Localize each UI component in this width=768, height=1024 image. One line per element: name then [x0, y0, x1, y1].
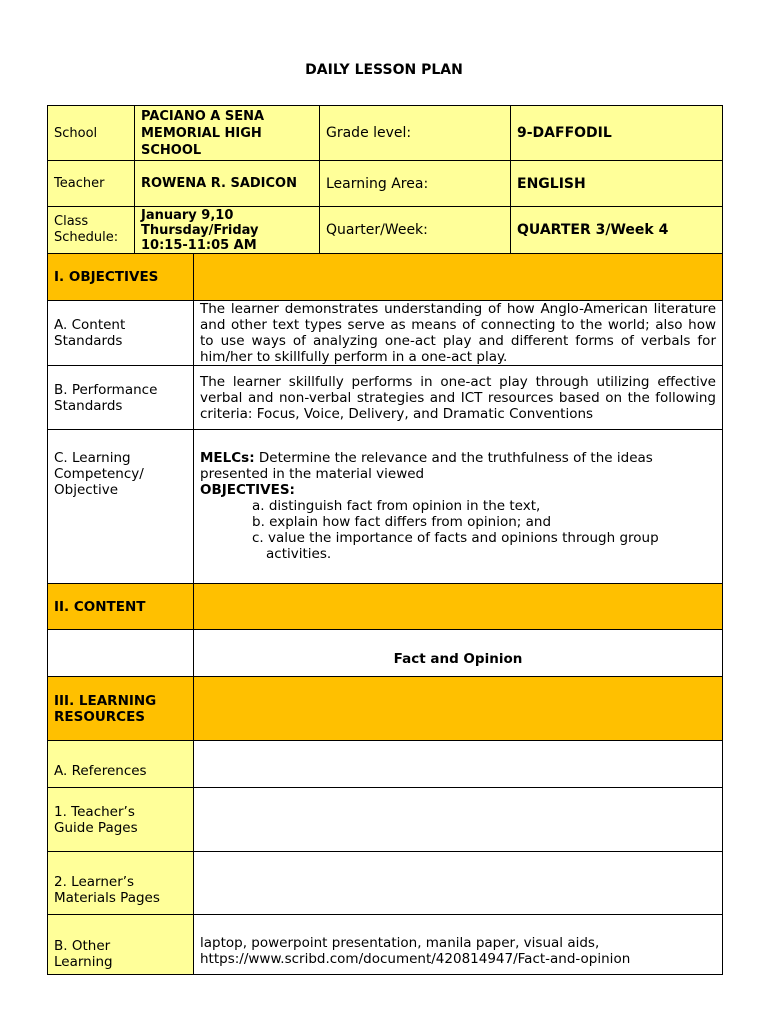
references-value [194, 741, 723, 788]
learning-competency-label [48, 430, 194, 584]
schedule-label-line-2: Schedule: [54, 230, 119, 245]
melcs-label: MELCs: [200, 450, 255, 466]
melcs-line [200, 450, 716, 482]
schedule-time: 10:15-11:05 AM [141, 237, 257, 253]
learning-competency-text [194, 430, 723, 584]
learning-resources-heading-fill [194, 677, 723, 741]
objective-item-b: b. explain how fact differs from opinion; and [252, 514, 552, 530]
other-resources-link: https://www.scribd.com/document/420814947/Fact-and-opinion [200, 951, 631, 967]
content-topic: Fact and Opinion [194, 630, 723, 677]
learning-competency-label-line-2: Competency/ [54, 466, 144, 482]
objectives-heading: I. OBJECTIVES [48, 254, 194, 301]
schedule-label-line-1: Class [54, 214, 89, 229]
header-info-table [47, 105, 723, 254]
melcs-text: Determine the relevance and the truthfulness of the ideas presented in the material viewed [200, 450, 653, 482]
other-resources-text [194, 915, 723, 975]
learning-resources-heading-line-2: RESOURCES [54, 708, 146, 725]
learning-area-label: Learning Area: [320, 161, 511, 207]
content-standards-text: The learner demonstrates understanding of how Anglo-American literature and other text types serve as means of connecting to the world; also how to use ways of analyzing one-act play and different forms of verbals for him/her to skillfully perform in a one-act play. [194, 301, 723, 366]
other-resources-label-line-2: Learning [54, 954, 113, 970]
grade-label: Grade level: [320, 106, 511, 161]
page-title: DAILY LESSON PLAN [305, 62, 463, 78]
schedule-label [48, 207, 135, 254]
objective-item-c-cont: activities. [266, 546, 332, 562]
grade-value: 9-DAFFODIL [511, 106, 723, 161]
learners-materials-label-line-1: 2. Learner’s [54, 874, 135, 890]
schedule-value [135, 207, 320, 254]
other-resources-label-line-1: B. Other [54, 938, 111, 954]
school-label: School [48, 106, 135, 161]
content-empty-cell [48, 630, 194, 677]
content-standards-label: A. Content Standards [48, 301, 194, 366]
learning-resources-heading [48, 677, 194, 741]
other-resources-materials: laptop, powerpoint presentation, manila paper, visual aids, [200, 935, 600, 951]
schedule-date: January 9,10 [141, 207, 234, 223]
objectives-sub-label: OBJECTIVES: [200, 482, 295, 498]
school-value: PACIANO A SENA MEMORIAL HIGH SCHOOL [135, 106, 320, 161]
objective-item-c: c. value the importance of facts and opinions through group [252, 530, 659, 546]
quarter-label: Quarter/Week: [320, 207, 511, 254]
performance-standards-text: The learner skillfully performs in one-act play through utilizing effective verbal and non-verbal strategies and ICT resources based on the following criteria: Focus, Voice, Delivery, and Dramatic Conventions [194, 366, 723, 430]
lesson-plan-table [47, 253, 723, 975]
teacher-label: Teacher [48, 161, 135, 207]
references-label: A. References [48, 741, 194, 788]
teachers-guide-value [194, 788, 723, 852]
teachers-guide-label-line-1: 1. Teacher’s [54, 803, 135, 820]
objective-item-a: a. distinguish fact from opinion in the text, [252, 498, 541, 514]
learning-area-value: ENGLISH [511, 161, 723, 207]
content-heading-fill [194, 584, 723, 630]
schedule-days: Thursday/Friday [141, 222, 259, 238]
learners-materials-value [194, 852, 723, 915]
learners-materials-label-line-2: Materials Pages [54, 890, 160, 906]
other-resources-label [48, 915, 194, 975]
objectives-heading-fill [194, 254, 723, 301]
teachers-guide-label-line-2: Guide Pages [54, 819, 138, 836]
quarter-value: QUARTER 3/Week 4 [511, 207, 723, 254]
learning-competency-label-line-1: C. Learning [54, 450, 131, 466]
learning-resources-heading-line-1: III. LEARNING [54, 692, 157, 709]
learning-competency-label-line-3: Objective [54, 482, 119, 498]
teacher-value: ROWENA R. SADICON [135, 161, 320, 207]
performance-standards-label: B. Performance Standards [48, 366, 194, 430]
teachers-guide-label [48, 788, 194, 852]
content-heading: II. CONTENT [48, 584, 194, 630]
learners-materials-label [48, 852, 194, 915]
